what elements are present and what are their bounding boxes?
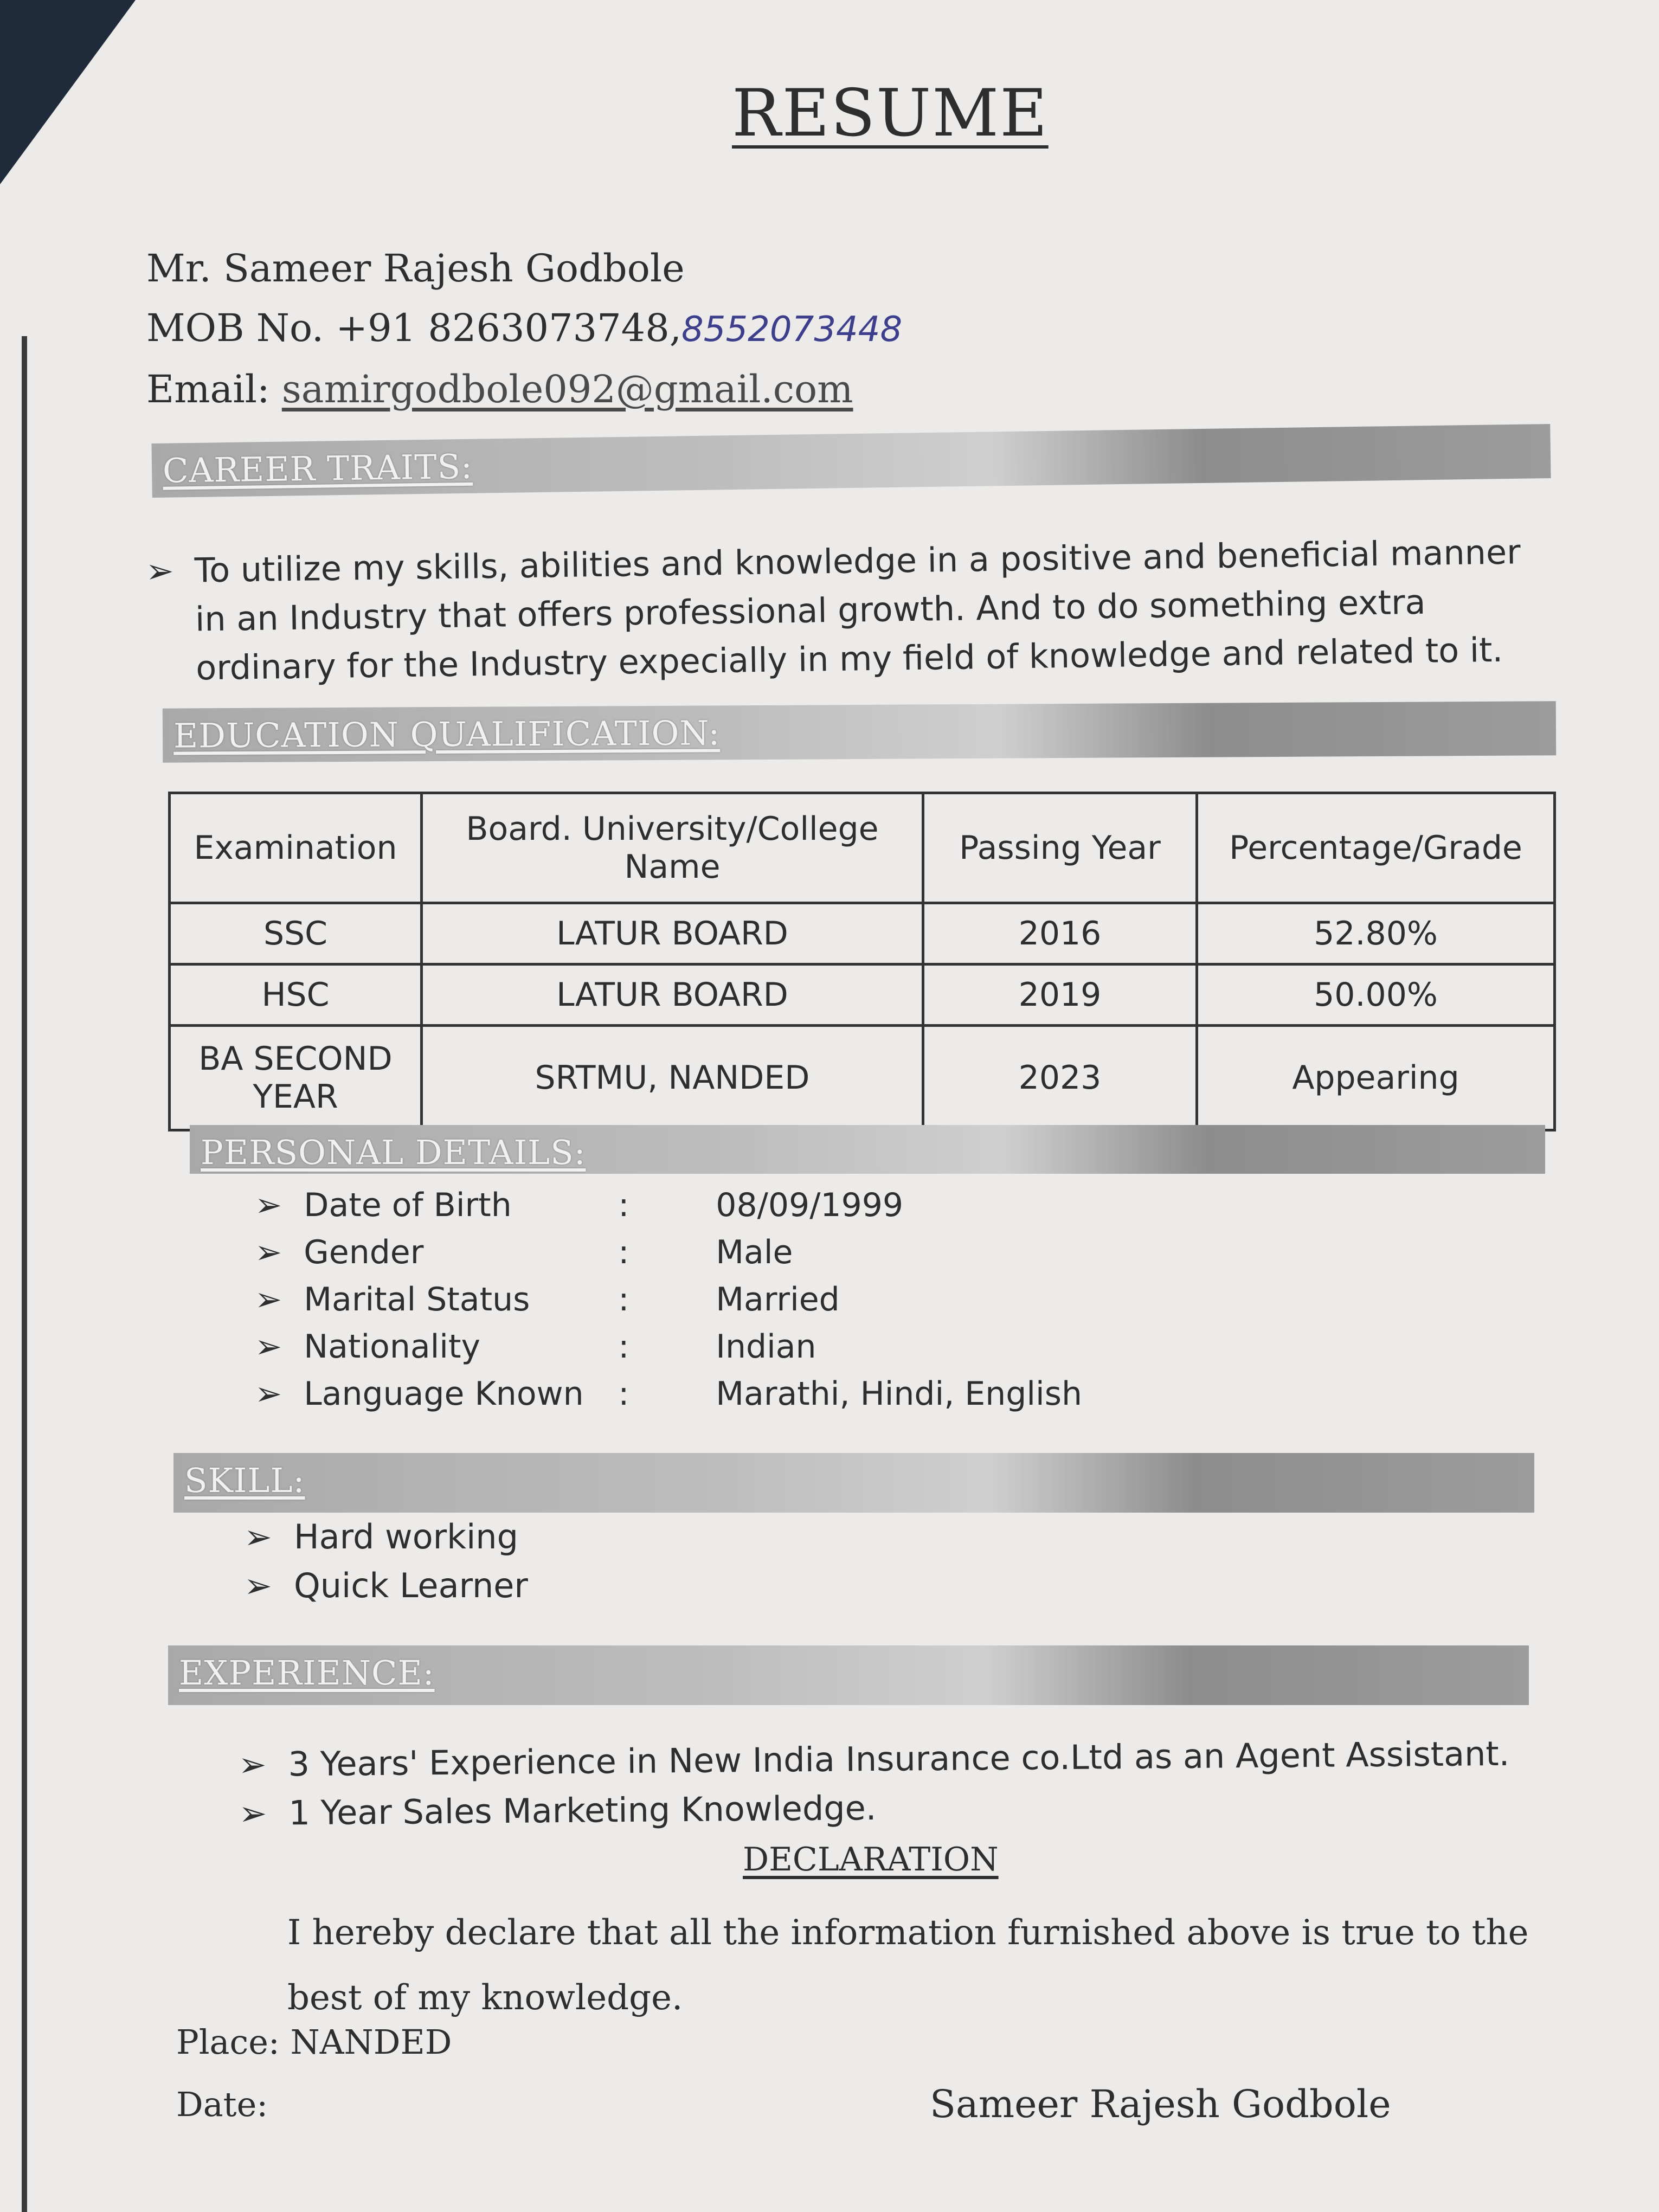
declaration-heading: DECLARATION bbox=[743, 1841, 999, 1879]
date-line: Date: bbox=[176, 2085, 268, 2124]
arrow-bullet-icon: ➢ bbox=[255, 1375, 282, 1413]
cell-year: 2016 bbox=[923, 903, 1197, 964]
detail-value: 08/09/1999 bbox=[716, 1186, 904, 1224]
career-traits-heading: CAREER TRAITS: bbox=[162, 446, 473, 491]
resume-title: RESUME bbox=[732, 76, 1049, 151]
cell-board: SRTMU, NANDED bbox=[422, 1026, 923, 1130]
detail-colon: : bbox=[618, 1233, 629, 1271]
cell-percentage: Appearing bbox=[1197, 1026, 1555, 1130]
signature-name: Sameer Rajesh Godbole bbox=[930, 2082, 1391, 2126]
arrow-bullet-icon: ➢ bbox=[255, 1328, 282, 1366]
place-line: Place: NANDED bbox=[176, 2022, 452, 2062]
table-row bbox=[170, 1026, 1555, 1130]
career-objective bbox=[145, 528, 1552, 693]
arrow-bullet-icon: ➢ bbox=[239, 1793, 267, 1834]
education-heading: EDUCATION QUALIFICATION: bbox=[173, 713, 721, 756]
list-item bbox=[244, 1513, 528, 1561]
mobile-line bbox=[146, 298, 902, 359]
list-item bbox=[255, 1323, 1082, 1371]
detail-value: Male bbox=[716, 1233, 793, 1271]
cell-board: LATUR BOARD bbox=[422, 964, 923, 1026]
detail-label: Nationality bbox=[304, 1328, 481, 1366]
table-row bbox=[170, 903, 1555, 964]
arrow-bullet-icon: ➢ bbox=[145, 550, 175, 591]
arrow-bullet-icon: ➢ bbox=[255, 1281, 282, 1319]
experience-heading: EXPERIENCE: bbox=[179, 1653, 435, 1693]
detail-colon: : bbox=[618, 1375, 629, 1413]
experience-text: 3 Years' Experience in New India Insurance co.Ltd as an Agent Assistant. bbox=[288, 1733, 1510, 1784]
education-bar bbox=[163, 701, 1556, 762]
skill-bar bbox=[173, 1453, 1534, 1513]
personal-details-bar bbox=[190, 1125, 1545, 1174]
list-item bbox=[244, 1561, 528, 1610]
skill-heading: SKILL: bbox=[184, 1461, 305, 1500]
experience-list bbox=[238, 1729, 1510, 1838]
header-board: Board. University/College Name bbox=[422, 793, 923, 903]
skill-text: Hard working bbox=[293, 1517, 518, 1557]
arrow-bullet-icon: ➢ bbox=[255, 1186, 282, 1224]
education-table bbox=[168, 792, 1556, 1131]
page-border-line bbox=[22, 336, 27, 2212]
detail-value: Marathi, Hindi, English bbox=[716, 1375, 1082, 1413]
email-line bbox=[146, 359, 902, 419]
detail-colon: : bbox=[618, 1186, 629, 1224]
detail-label: Marital Status bbox=[304, 1281, 530, 1319]
cell-examination: HSC bbox=[170, 964, 422, 1026]
detail-colon: : bbox=[618, 1281, 629, 1319]
list-item bbox=[255, 1182, 1082, 1229]
experience-bar bbox=[168, 1645, 1529, 1705]
personal-details-list bbox=[255, 1182, 1082, 1418]
email-label: Email: bbox=[146, 367, 282, 411]
personal-details-heading: PERSONAL DETAILS: bbox=[201, 1133, 586, 1172]
skill-list bbox=[244, 1513, 528, 1610]
cell-examination: BA SECOND YEAR bbox=[170, 1026, 422, 1130]
mobile-number: MOB No. +91 8263073748, bbox=[146, 306, 682, 350]
applicant-name: Mr. Sameer Rajesh Godbole bbox=[146, 246, 685, 291]
email-link[interactable]: samirgodbole092@gmail.com bbox=[281, 367, 853, 411]
cell-percentage: 52.80% bbox=[1197, 903, 1555, 964]
header-examination: Examination bbox=[170, 793, 422, 903]
arrow-bullet-icon: ➢ bbox=[255, 1233, 282, 1271]
detail-value: Indian bbox=[716, 1328, 816, 1366]
cell-examination: SSC bbox=[170, 903, 422, 964]
arrow-bullet-icon: ➢ bbox=[238, 1744, 267, 1785]
list-item bbox=[255, 1371, 1082, 1418]
detail-label: Language Known bbox=[304, 1375, 584, 1413]
list-item bbox=[255, 1276, 1082, 1323]
detail-label: Gender bbox=[304, 1233, 424, 1271]
declaration-body: I hereby declare that all the information furnished above is true to the best of my knowledge. bbox=[287, 1913, 1529, 2018]
detail-value: Married bbox=[716, 1281, 840, 1319]
alternate-mobile: 8552073448 bbox=[681, 310, 903, 350]
cell-percentage: 50.00% bbox=[1197, 964, 1555, 1026]
declaration-text bbox=[173, 1900, 1529, 2030]
contact-block bbox=[146, 239, 902, 419]
cell-board: LATUR BOARD bbox=[422, 903, 923, 964]
table-row bbox=[170, 964, 1555, 1026]
detail-label: Date of Birth bbox=[304, 1186, 512, 1224]
skill-text: Quick Learner bbox=[293, 1566, 528, 1605]
list-item bbox=[255, 1229, 1082, 1276]
cell-year: 2023 bbox=[923, 1026, 1197, 1130]
header-passing-year: Passing Year bbox=[923, 793, 1197, 903]
header-percentage: Percentage/Grade bbox=[1197, 793, 1555, 903]
education-header-row bbox=[170, 793, 1555, 903]
arrow-bullet-icon: ➢ bbox=[244, 1566, 272, 1605]
detail-colon: : bbox=[618, 1328, 629, 1366]
arrow-bullet-icon: ➢ bbox=[244, 1517, 272, 1557]
career-objective-text: To utilize my skills, abilities and knowledge in a positive and beneficial manner in an Industry that offers professional growth. And to do something extra ordinary for the Industry expecially in my field of knowledge and related to it. bbox=[194, 532, 1521, 688]
cell-year: 2019 bbox=[923, 964, 1197, 1026]
experience-text: 1 Year Sales Marketing Knowledge. bbox=[288, 1787, 877, 1833]
